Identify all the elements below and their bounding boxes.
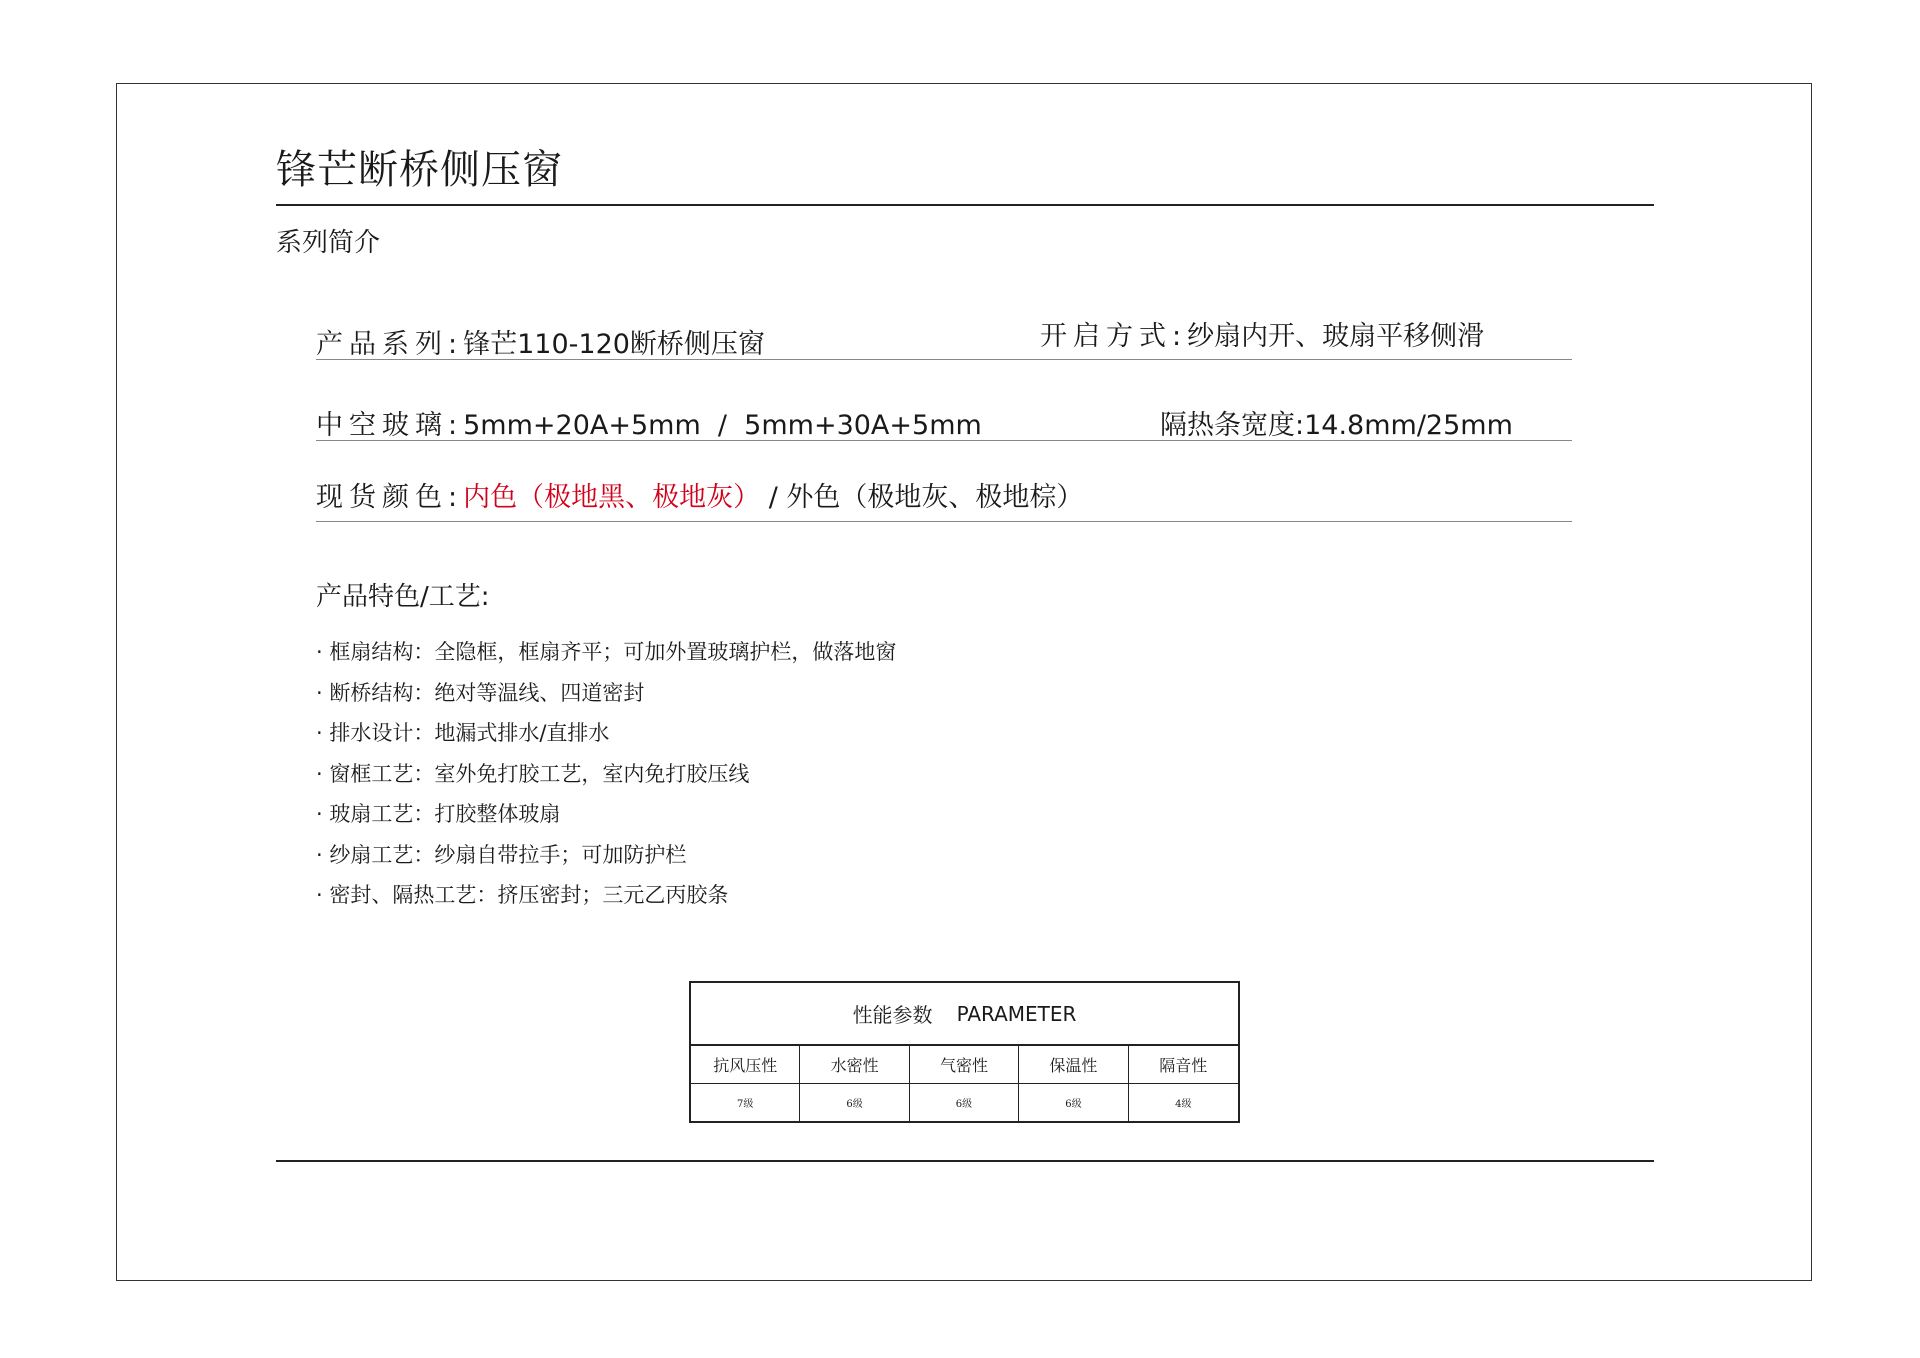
spec-color-inner: 内色（极地黑、极地灰）	[463, 482, 761, 513]
spec-strip-value: 14.8mm/25mm	[1304, 410, 1513, 441]
spec-series	[316, 322, 765, 361]
spec-opening-value: 纱扇内开、玻扇平移侧滑	[1187, 321, 1485, 352]
spec-divider	[316, 359, 1572, 360]
spec-series-label: 产品系列:	[316, 329, 464, 360]
spec-strip	[1160, 403, 1513, 442]
spec-glass-value: 5mm+20A+5mm / 5mm+30A+5mm	[463, 410, 982, 441]
spec-glass-label: 中空玻璃:	[316, 410, 464, 441]
feature-item: · 纱扇工艺：纱扇自带拉手；可加防护栏	[316, 842, 687, 867]
parameter-table	[689, 981, 1240, 1123]
parameter-title-en: PARAMETER	[956, 1001, 1077, 1026]
feature-item: · 窗框工艺：室外免打胶工艺，室内免打胶压线	[316, 761, 750, 786]
spec-color	[316, 475, 1083, 514]
page-title: 锋芒断桥侧压窗	[276, 147, 563, 193]
spec-divider	[316, 521, 1572, 522]
feature-item: · 排水设计：地漏式排水/直排水	[316, 721, 610, 745]
parameter-header: 保温性	[1019, 1046, 1128, 1084]
spec-color-separator: /	[760, 482, 787, 513]
spec-series-value: 锋芒110-120断桥侧压窗	[463, 329, 765, 360]
section-title: 系列简介	[276, 228, 381, 258]
parameter-value: 6级	[800, 1084, 909, 1121]
feature-item: · 密封、隔热工艺：挤压密封；三元乙丙胶条	[316, 883, 729, 907]
parameter-value: 6级	[910, 1084, 1019, 1121]
spec-color-outer: 外色（极地灰、极地棕）	[786, 482, 1084, 513]
spec-opening-label: 开启方式:	[1040, 321, 1188, 352]
feature-item: · 玻扇工艺：打胶整体玻扇	[316, 802, 561, 826]
parameter-header: 气密性	[910, 1046, 1019, 1084]
parameter-header: 水密性	[800, 1046, 909, 1084]
spec-opening	[1040, 314, 1484, 353]
features-title: 产品特色/工艺:	[316, 582, 490, 612]
parameter-table-title	[691, 983, 1238, 1046]
spec-color-label: 现货颜色:	[316, 482, 464, 513]
spec-strip-label: 隔热条宽度:	[1160, 410, 1305, 441]
features-list	[316, 632, 896, 916]
bottom-divider	[276, 1160, 1654, 1162]
spec-divider	[316, 440, 1572, 441]
parameter-header: 隔音性	[1129, 1046, 1238, 1084]
feature-item: · 断桥结构：绝对等温线、四道密封	[316, 680, 645, 705]
spec-glass	[316, 403, 982, 442]
parameter-title-cn: 性能参数	[852, 1003, 933, 1027]
parameter-value: 4级	[1175, 1099, 1192, 1110]
parameter-value: 6级	[1019, 1084, 1128, 1121]
parameter-header: 抗风压性	[691, 1046, 800, 1084]
parameter-value: 7级	[691, 1084, 800, 1121]
feature-item: · 框扇结构：全隐框，框扇齐平；可加外置玻璃护栏，做落地窗	[316, 640, 897, 664]
title-divider	[276, 204, 1654, 206]
